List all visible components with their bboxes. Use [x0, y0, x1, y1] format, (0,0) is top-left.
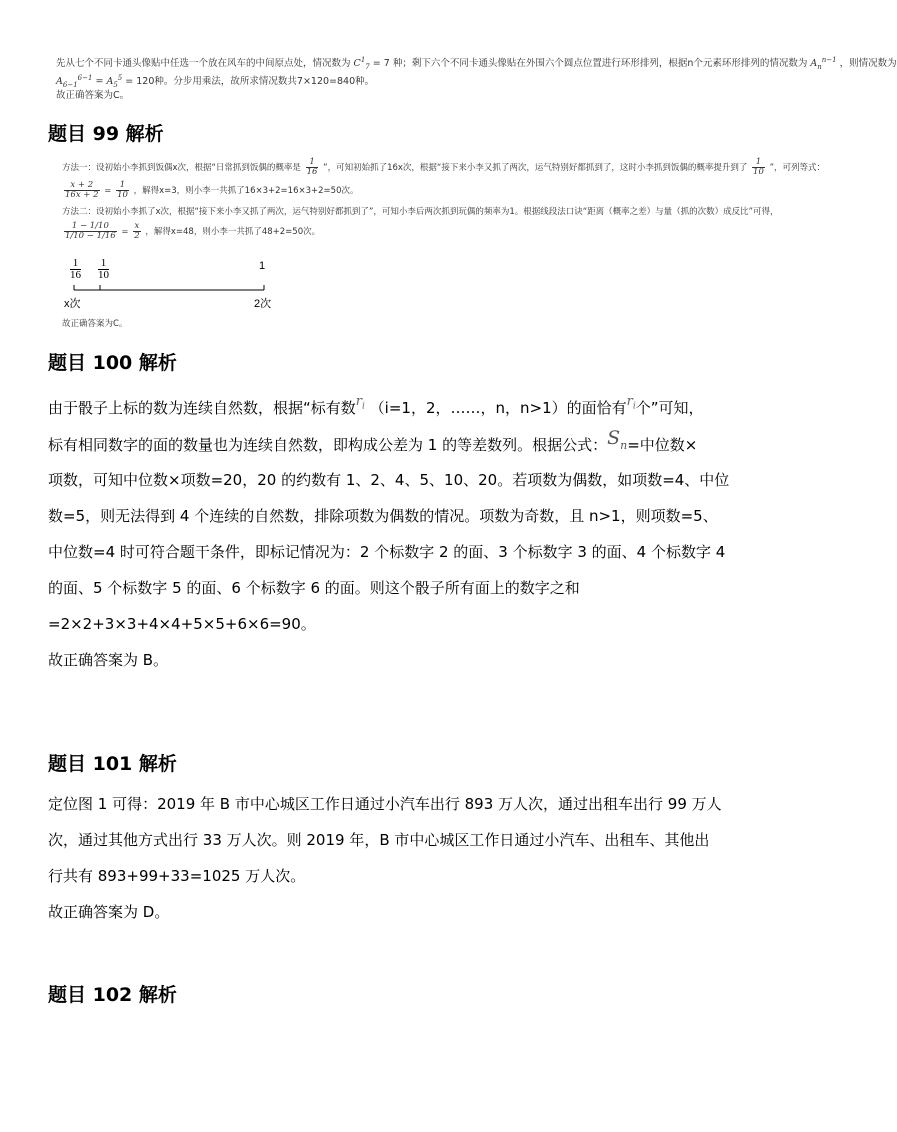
q101-line-3: 行共有 893+99+33=1025 万人次。	[48, 867, 306, 885]
q100-heading: 题目 100 解析	[48, 352, 177, 374]
math-c-7-1: $C^1_7$	[353, 56, 370, 72]
q99-equation2-line: $\frac{1 - 1/10}{1/10 - 1/16}$ = $\frac{x}{2}$ ，解得x=48，则小李一共抓了48+2=50次。	[65, 221, 321, 241]
fraction-x-2: $\frac{x}{2}$	[134, 221, 140, 241]
line-segment-diagram	[60, 258, 290, 314]
diagram-fraction-1-10: $\frac{1}{10}$	[98, 257, 109, 281]
q99-method1-line: 方法一：设初始小李抓到饭偶x次，根据“日常抓到饭偶的概率是 $\frac{1}{16}$ ”，可知初始抓了16x次，根据“接下来小李又抓了两次，运气特别好都抓到了，这时小李抓到饭偶的概率提升到了 $\frac{1}{10}$ ”，可列等式：	[62, 157, 825, 177]
q100-line-1: 由于骰子上标的数为连续自然数，根据“标有数$r_i$ （i=1，2，……，n，n>1）的面恰有$r_i$个”可知，	[48, 394, 704, 417]
q101-line-1: 定位图 1 可得：2019 年 B 市中心城区工作日通过小汽车出行 893 万人次，通过出租车出行 99 万人	[48, 795, 722, 813]
fraction-1-16: $\frac{1}{16}$	[306, 157, 318, 177]
fraction-x2-16x2: $\frac{x + 2}{16x + 2}$	[65, 180, 99, 200]
q101-line-2: 次，通过其他方式出行 33 万人次。则 2019 年，B 市中心城区工作日通过小汽车、出租车、其他出	[48, 831, 710, 849]
symbol-r-i-2: $r_i$	[626, 394, 636, 412]
symbol-r-i: $r_i$	[355, 394, 365, 412]
diagram-fraction-1-16: $\frac{1}{16}$	[70, 257, 81, 281]
q99-heading: 题目 99 解析	[48, 123, 164, 145]
q101-body	[48, 786, 758, 930]
q102-heading: 题目 102 解析	[48, 984, 177, 1006]
fraction-1-10-b: $\frac{1}{10}$	[117, 180, 128, 200]
q101-answer: 故正确答案为 D。	[48, 903, 170, 921]
q98-solution-line-1: 先从七个不同卡通头像贴中任选一个放在风车的中间原点处，情况数为 $C^1_7 = 7$ 种；剩下六个不同卡通头像贴在外围六个圆点位置进行环形排列，根据n个元素环形排列的情况数为 $A_n^{n-1}$ ，则情况数为	[56, 56, 897, 72]
symbol-s-n: $S_n$	[607, 427, 628, 452]
diagram-label-x-times: x次	[64, 298, 81, 310]
q99-answer: 故正确答案为C。	[62, 319, 128, 329]
fraction-linear-method: $\frac{1 - 1/10}{1/10 - 1/16}$	[65, 221, 116, 241]
q98-solution-line-2: $A_{6-1}^{6-1} = A_5^5 = 120$种。分步用乘法，故所求情况数共7×120=840种。	[56, 74, 375, 90]
math-a-n: $A_n^{n-1}$	[810, 56, 837, 72]
q99-equation-line: $\frac{x + 2}{16x + 2}$ = $\frac{1}{10}$ ，解得x=3，则小李一共抓了16×3+2=16×3+2=50次。	[65, 180, 359, 200]
q100-line-3: 项数，可知中位数×项数=20，20 的约数有 1、2、4、5、10、20。若项数为偶数，如项数=4、中位	[48, 471, 730, 489]
diagram-label-2-times: 2次	[254, 298, 272, 310]
q100-line-7: =2×2+3×3+4×4+5×5+6×6=90。	[48, 615, 316, 633]
math-a-6-5: $A_{6-1}^{6-1}$	[56, 74, 93, 90]
q98-answer: 故正确答案为C。	[56, 90, 130, 101]
q100-line-4: 数=5，则无法得到 4 个连续的自然数，排除项数为偶数的情况。项数为奇数，且 n>1，则项数=5、	[48, 507, 718, 525]
q99-method2-line: 方法二：设初始小李抓了x次，根据“接下来小李又抓了两次，运气特别好都抓到了”，可知小李后两次抓到玩偶的频率为1。根据线段法口诀“距离（概率之差）与量（抓的次数）成反比”可得，	[62, 207, 779, 217]
q100-line-2: 标有相同数字的面的数量也为连续自然数，即构成公差为 1 的等差数列。根据公式：$S_n=$中位数×	[48, 427, 698, 454]
fraction-1-10: $\frac{1}{10}$	[753, 157, 764, 177]
q100-body	[48, 390, 758, 678]
q100-line-6: 的面、5 个标数字 5 的面、6 个标数字 6 的面。则这个骰子所有面上的数字之和	[48, 579, 580, 597]
q101-heading: 题目 101 解析	[48, 753, 177, 775]
diagram-value-1: 1	[259, 260, 266, 272]
q100-line-5: 中位数=4 时可符合题干条件，即标记情况为：2 个标数字 2 的面、3 个标数字 3 的面、4 个标数字 4	[48, 543, 726, 561]
q100-answer: 故正确答案为 B。	[48, 651, 169, 669]
